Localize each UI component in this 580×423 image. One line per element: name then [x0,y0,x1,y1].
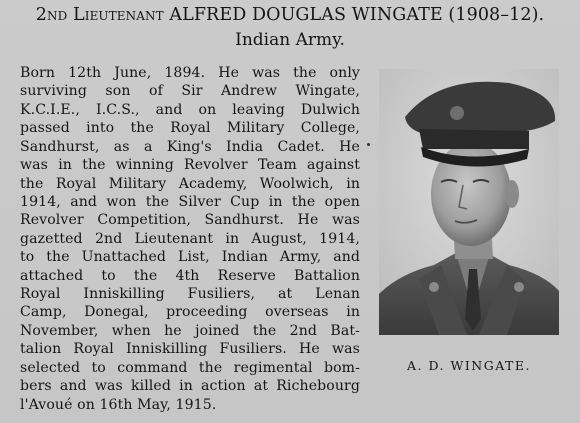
regiment-subheading: Indian Army. [235,30,345,50]
biography-line: selected to command the regimental bom- [20,359,360,376]
biography-line: surviving son of Sir Andrew Wingate, [20,83,360,100]
biography-line: 1914, and won the Silver Cup in the open [20,193,360,210]
biography-line: talion Royal Inniskilling Fusiliers. He was [20,341,360,358]
biography-line: K.C.I.E., I.C.S., and on leaving Dulwich [20,101,360,118]
biography-line: Sandhurst, as a King's India Cadet. He [20,138,360,155]
biography-line: gazetted 2nd Lieutenant in August, 1914, [20,230,360,247]
biography-line: passed into the Royal Military College, [20,120,360,137]
biography-line: Royal Inniskilling Fusiliers, at Lenan [20,286,360,303]
biography-line: Born 12th June, 1894. He was the only [20,65,360,81]
biography-line: was in the winning Revolver Team against [20,157,360,174]
biography-line: Camp, Donegal, proceeding overseas in [20,304,360,321]
entry-heading [0,4,580,26]
biography-line: November, when he joined the 2nd Bat- [20,322,360,339]
biography-text [20,64,360,414]
portrait-photo [379,69,559,335]
officer-portrait-image [379,69,559,335]
full-name: ALFRED DOUGLAS WINGATE [169,5,443,25]
biography-line: attached to the 4th Reserve Battalion [20,267,360,284]
rank-text: 2nd Lieutenant [35,5,164,25]
biography-line: l'Avoué on 16th May, 1915. [20,396,217,413]
biography-line: bers and was killed in action at Richebourg [20,378,360,395]
biography-line: to the Unattached List, Indian Army, and [20,249,360,266]
biography-line: the Royal Military Academy, Woolwich, in [20,175,360,192]
portrait-caption: A. D. WINGATE. [407,358,531,373]
biography-line: Revolver Competition, Sandhurst. He was [20,212,360,229]
school-years: (1908–12). [448,5,545,25]
print-speck [367,143,370,146]
